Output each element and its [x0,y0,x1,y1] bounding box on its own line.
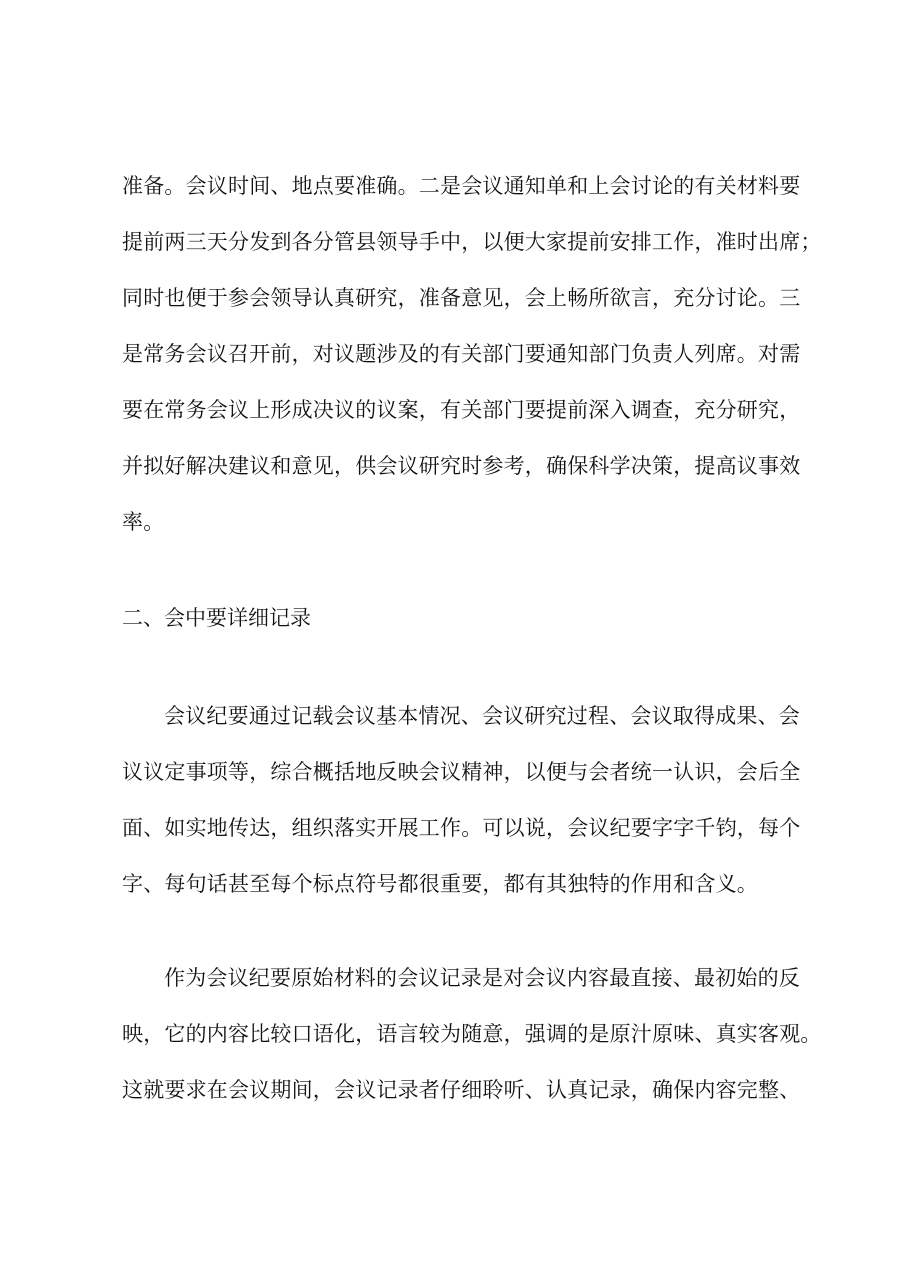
text-line: 这就要求在会议期间，会议记录者仔细聆听、认真记录，确保内容完整、 [122,1078,801,1102]
paragraph-meeting-minutes [122,688,812,912]
text-line: 映，它的内容比较口语化，语言较为随意，强调的是原汁原味、真实客观。 [122,1022,822,1046]
text-line: 议议定事项等，综合概括地反映会议精神，以便与会者统一认识，会后全 [122,760,801,784]
text-line: 作为会议纪要原始材料的会议记录是对会议内容最直接、最初始的反 [164,966,800,990]
section-heading: 二、会中要详细记录 [122,606,311,630]
text-line: 会议纪要通过记载会议基本情况、会议研究过程、会议取得成果、会 [164,704,800,728]
text-line: 是常务会议召开前，对议题涉及的有关部门要通知部门负责人列席。对需 [122,342,801,366]
text-line: 准备。会议时间、地点要准确。二是会议通知单和上会讨论的有关材料要 [122,174,801,198]
text-line: 同时也便于参会领导认真研究，准备意见，会上畅所欲言，充分讨论。三 [122,286,801,310]
text-line: 面、如实地传达，组织落实开展工作。可以说，会议纪要字字千钧，每个 [122,816,801,840]
text-line: 字、每句话甚至每个标点符号都很重要，都有其独特的作用和含义。 [122,872,758,896]
text-line: 并拟好解决建议和意见，供会议研究时参考，确保科学决策，提高议事效 [122,454,801,478]
text-line: 提前两三天分发到各分管县领导手中，以便大家提前安排工作，准时出席； [122,230,822,254]
paragraph-meeting-record [122,950,822,1118]
text-line: 率。 [122,510,165,534]
paragraph-meeting-preparation [122,158,822,550]
text-line: 要在常务会议上形成决议的议案，有关部门要提前深入调查，充分研究， [122,398,801,422]
